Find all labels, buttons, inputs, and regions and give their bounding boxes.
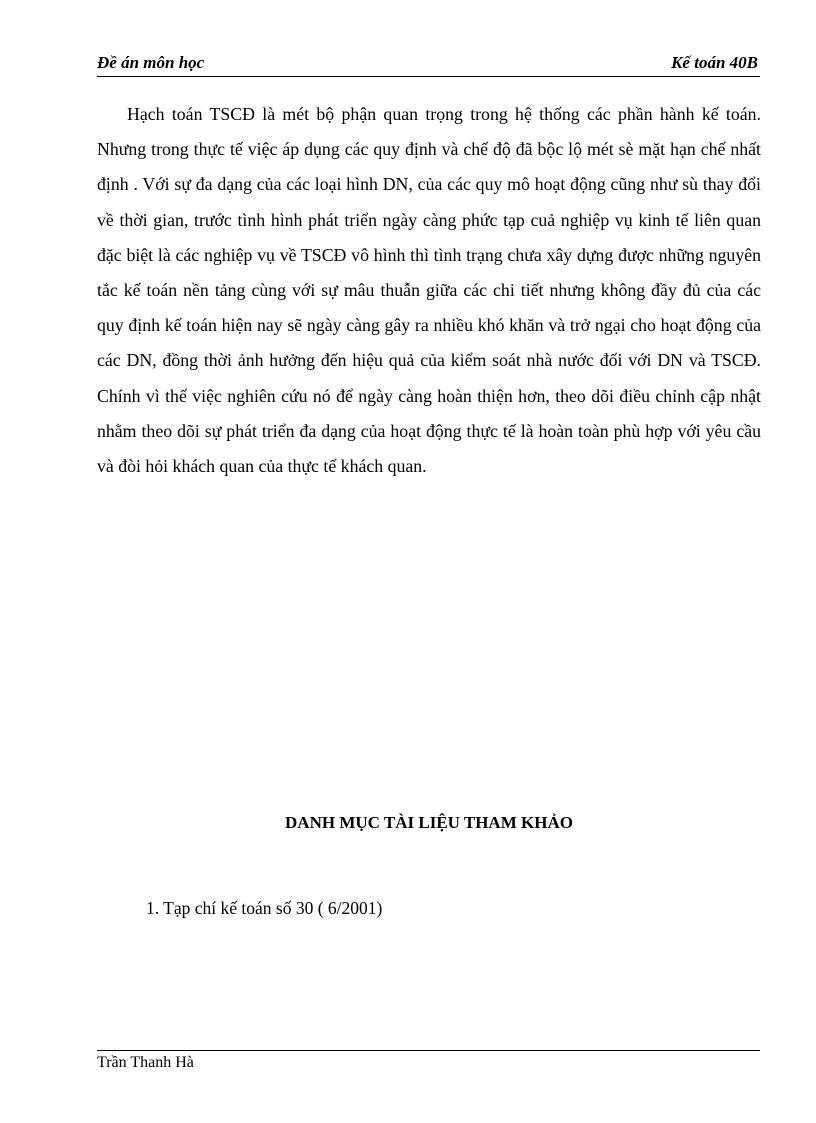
- references-title: DANH MỤC TÀI LIỆU THAM KHẢO: [285, 813, 573, 832]
- footer-divider: [97, 1050, 760, 1051]
- footer-author: Trần Thanh Hà: [97, 1054, 194, 1071]
- page-header: [97, 50, 760, 77]
- body-paragraph: Hạch toán TSCĐ là mét bộ phận quan trọng trong hệ thống các phần hành kế toán. Nhưng trong thực tế việc áp dụng các quy định và chế độ đã bộc lộ mét sè mặt hạn chế nhất định . Với sự đa dạng của các loại hình DN, của các quy mô hoạt động cũng như sù thay đổi về thời gian, trước tình hình phát triển ngày càng phức tạp cuả nghiệp vụ kinh tế liên quan đặc biệt là các nghiệp vụ về TSCĐ vô hình thì tình trạng chưa xây dựng được những nguyên tắc kế toán nền tảng cùng với sự mâu thuẫn giữa các chi tiết nhưng không đầy đủ của các quy định kế toán hiện nay sẽ ngày càng gây ra nhiều khó khăn và trở ngại cho hoạt động của các DN, đồng thời ảnh hưởng đến hiệu quả của kiểm soát nhà nước đối với DN và TSCĐ. Chính vì thế việc nghiên cứu nó để ngày càng hoàn thiện hơn, theo dõi điều chỉnh cập nhật nhằm theo dõi sự phát triển đa dạng của hoạt động thực tế là hoàn toàn phù hợp với yêu cầu và đòi hỏi khách quan của thực tế khách quan.: [97, 104, 761, 477]
- header-course-title: Đề án môn học: [97, 53, 205, 72]
- header-class-label: Kế toán 40B: [671, 53, 758, 72]
- references-list: [146, 896, 382, 920]
- reference-item: 1. Tạp chí kế toán số 30 ( 6/2001): [146, 898, 383, 918]
